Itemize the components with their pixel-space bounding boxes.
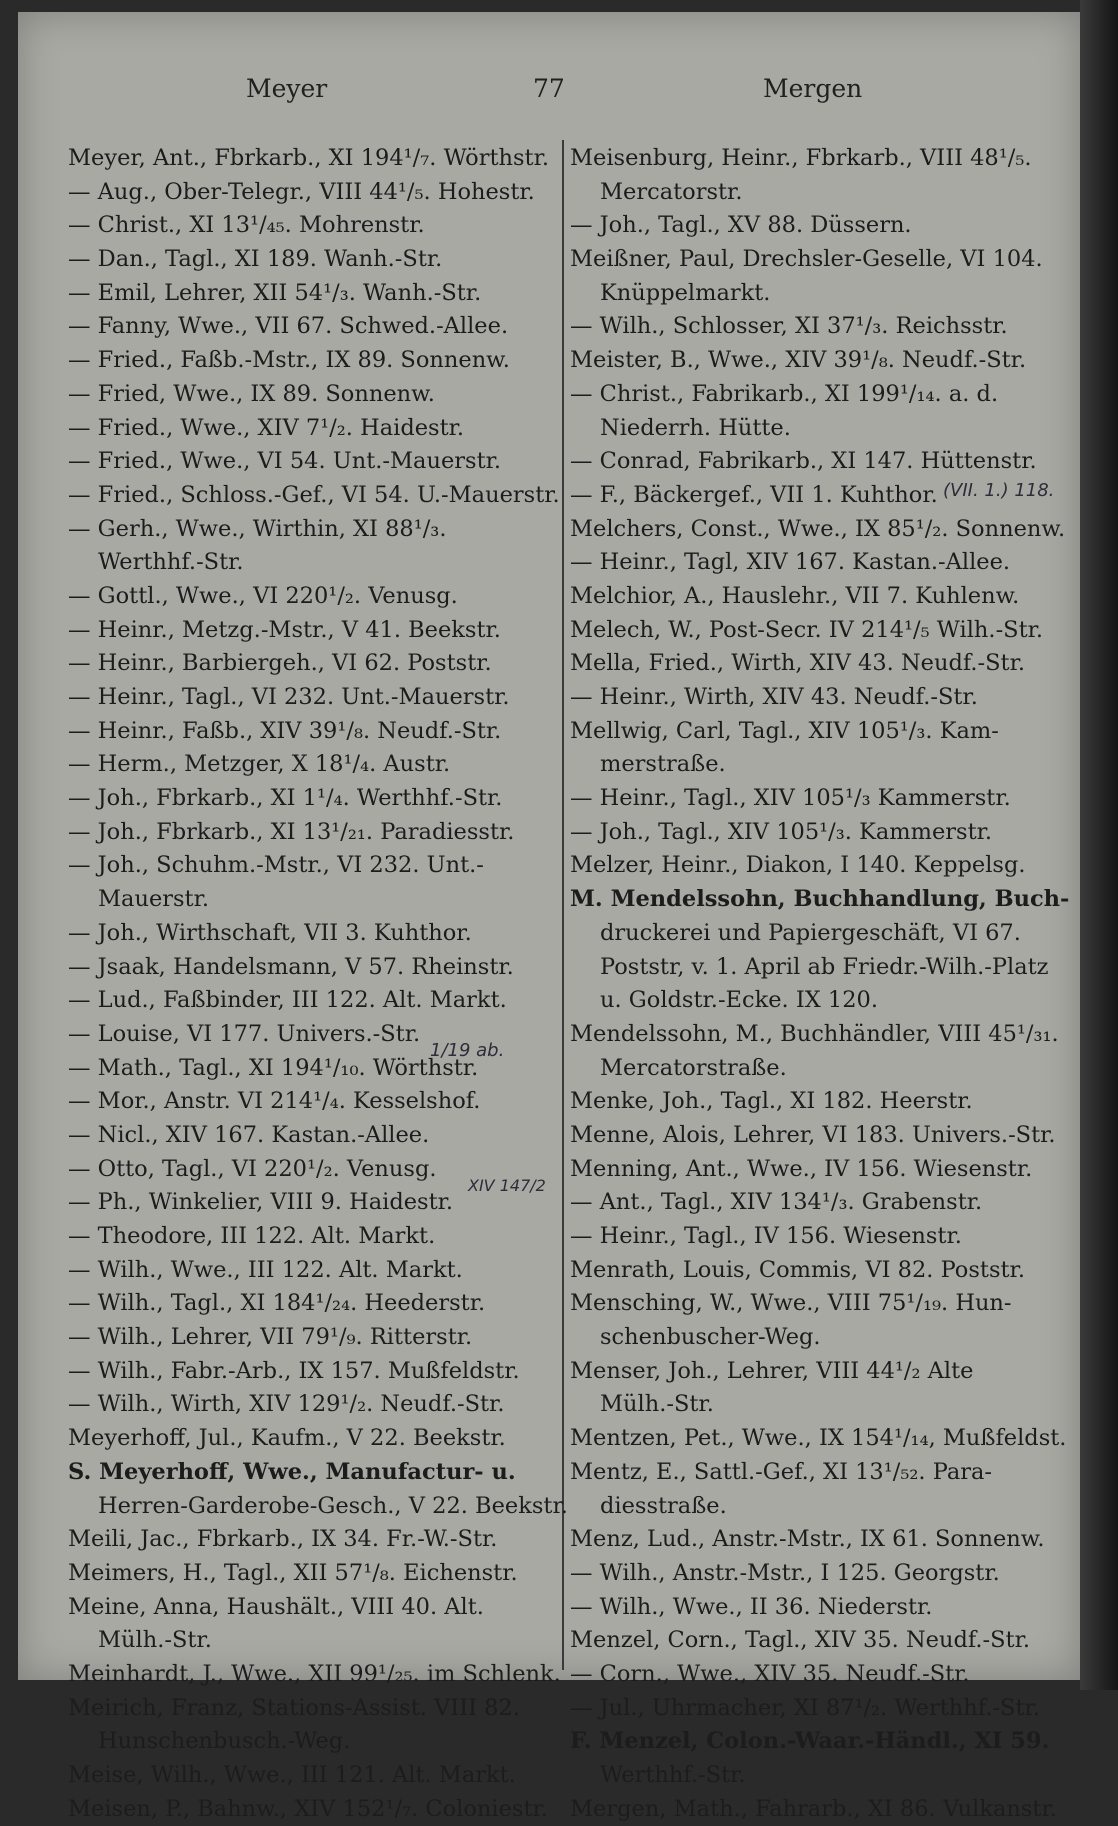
directory-entry-line: Poststr, v. 1. April ab Friedr.-Wilh.-Platz: [600, 953, 1049, 980]
directory-entry-line: — Jsaak, Handelsmann, V 57. Rheinstr.: [68, 953, 514, 980]
directory-entry-line: — Fried., Wwe., VI 54. Unt.-Mauerstr.: [68, 448, 502, 475]
directory-entry-line: — Louise, VI 177. Univers.-Str.: [68, 1020, 421, 1047]
directory-entry-line: Melzer, Heinr., Diakon, I 140. Keppelsg.: [570, 852, 1026, 879]
directory-entry-line: Meisenburg, Heinr., Fbrkarb., VIII 48¹/₅.: [570, 145, 1032, 171]
directory-entry-line: — Dan., Tagl., XI 189. Wanh.-Str.: [68, 246, 443, 273]
header-left-keyword: Meyer: [246, 74, 328, 103]
directory-entry-line: — Gottl., Wwe., VI 220¹/₂. Venusg.: [68, 582, 458, 609]
directory-entry-line: Mercatorstr.: [600, 178, 743, 205]
directory-entry-line: — Lud., Faßbinder, III 122. Alt. Markt.: [68, 987, 507, 1014]
directory-entry-line: — Wilh., Wwe., II 36. Niederstr.: [570, 1593, 933, 1620]
directory-entry-line: Melech, W., Post-Secr. IV 214¹/₅ Wilh.-Str.: [570, 616, 1044, 643]
directory-entry-line: Niederrh. Hütte.: [600, 414, 791, 441]
directory-entry-line: Mellwig, Carl, Tagl., XIV 105¹/₃. Kam-: [570, 717, 999, 744]
directory-entry-line: — Wilh., Wirth, XIV 129¹/₂. Neudf.-Str.: [68, 1391, 505, 1418]
directory-entry-line: Mauerstr.: [98, 886, 210, 913]
directory-entry-line: — Wilh., Wwe., III 122. Alt. Markt.: [68, 1256, 463, 1283]
directory-entry-line: — Wilh., Tagl., XI 184¹/₂₄. Heederstr.: [68, 1290, 486, 1317]
directory-entry-line: — Corn., Wwe., XIV 35. Neudf.-Str.: [570, 1660, 970, 1687]
directory-entry-line: Meise, Wilh., Wwe., III 121. Alt. Markt.: [68, 1762, 516, 1788]
directory-entry-line: Meirich, Franz, Stations-Assist. VIII 82.: [68, 1694, 520, 1721]
directory-entry-line: Mella, Fried., Wirth, XIV 43. Neudf.-Str.: [570, 650, 1026, 677]
right-column: [570, 142, 1075, 1826]
directory-entry-line: Melchior, A., Hauslehr., VII 7. Kuhlenw.: [570, 582, 1020, 609]
handwritten-note-venusg: XIV 147/2: [468, 1176, 546, 1195]
directory-entry-line: Menne, Alois, Lehrer, VI 183. Univers.-Str.: [570, 1121, 1056, 1148]
directory-entry-line: — Fried., Wwe., XIV 7¹/₂. Haidestr.: [68, 414, 465, 441]
directory-entry-line: Meine, Anna, Haushält., VIII 40. Alt.: [68, 1593, 484, 1620]
directory-entry-line: Knüppelmarkt.: [600, 279, 771, 306]
directory-entry-line: — Wilh., Anstr.-Mstr., I 125. Georgstr.: [570, 1559, 1000, 1586]
directory-entry-line: — Heinr., Metzg.-Mstr., V 41. Beekstr.: [68, 616, 501, 643]
directory-entry-line: S. Meyerhoff, Wwe., Manufactur- u.: [68, 1458, 516, 1485]
directory-entry-line: — Gerh., Wwe., Wirthin, XI 88¹/₃.: [68, 515, 447, 542]
left-column: [68, 142, 608, 1826]
directory-entry-line: — Heinr., Barbiergeh., VI 62. Poststr.: [68, 650, 492, 677]
directory-entry-line: merstraße.: [600, 751, 726, 778]
directory-entry-line: M. Mendelssohn, Buchhandlung, Buch-: [570, 886, 1070, 913]
directory-entry-line: Meisen, P., Bahnw., XIV 152¹/₇. Coloniestr.: [68, 1795, 548, 1822]
directory-entry-line: — Math., Tagl., XI 194¹/₁₀. Wörthstr.: [68, 1054, 479, 1081]
directory-entry-line: — Joh., Fbrkarb., XI 13¹/₂₁. Paradiesstr.: [68, 818, 515, 845]
directory-entry-line: — Joh., Tagl., XV 88. Düssern.: [570, 212, 912, 239]
directory-entry-line: druckerei und Papiergeschäft, VI 67.: [600, 919, 1021, 946]
directory-entry-line: Meißner, Paul, Drechsler-Geselle, VI 104.: [570, 246, 1043, 273]
directory-entry-line: — Christ., XI 13¹/₄₅. Mohrenstr.: [68, 212, 425, 239]
directory-entry-line: Werthhf.-Str.: [600, 1762, 746, 1788]
directory-entry-line: — Wilh., Lehrer, VII 79¹/₉. Ritterstr.: [68, 1324, 473, 1351]
directory-entry-line: Werthhf.-Str.: [98, 549, 244, 576]
directory-entry-line: Mülh.-Str.: [98, 1627, 212, 1654]
directory-entry-line: — Wilh., Schlosser, XI 37¹/₃. Reichsstr.: [570, 313, 1008, 340]
directory-entry-line: — Wilh., Fabr.-Arb., IX 157. Mußfeldstr.: [68, 1357, 520, 1384]
directory-entry-line: Menrath, Louis, Commis, VI 82. Poststr.: [570, 1256, 1025, 1283]
directory-entry-line: Mülh.-Str.: [600, 1391, 714, 1418]
directory-entry-line: — Fried., Faßb.-Mstr., IX 89. Sonnenw.: [68, 347, 510, 374]
directory-entry-line: F. Menzel, Colon.-Waar.-Händl., XI 59.: [570, 1728, 1050, 1755]
directory-entry-line: Meyer, Ant., Fbrkarb., XI 194¹/₇. Wörthstr.: [68, 145, 550, 171]
book-edge: [1080, 0, 1118, 1690]
directory-entry-line: Meyerhoff, Jul., Kaufm., V 22. Beekstr.: [68, 1425, 506, 1452]
directory-entry-line: u. Goldstr.-Ecke. IX 120.: [600, 987, 878, 1014]
directory-entry-line: — Joh., Fbrkarb., XI 1¹/₄. Werthhf.-Str.: [68, 785, 503, 812]
directory-entry-line: — Theodore, III 122. Alt. Markt.: [68, 1223, 436, 1249]
directory-entry-line: Menser, Joh., Lehrer, VIII 44¹/₂ Alte: [570, 1357, 974, 1384]
directory-entry-line: — Heinr., Wirth, XIV 43. Neudf.-Str.: [570, 684, 978, 710]
directory-entry-line: — Joh., Tagl., XIV 105¹/₃. Kammerstr.: [570, 818, 993, 845]
directory-entry-line: Mentz, E., Sattl.-Gef., XI 13¹/₅₂. Para-: [570, 1458, 993, 1485]
directory-entry-line: Meili, Jac., Fbrkarb., IX 34. Fr.-W.-Str.: [68, 1526, 498, 1553]
directory-entry-line: — Heinr., Tagl., IV 156. Wiesenstr.: [570, 1223, 962, 1249]
directory-entry-line: Mercatorstraße.: [600, 1054, 787, 1081]
directory-entry-line: diesstraße.: [600, 1492, 727, 1519]
directory-entry-line: Menz, Lud., Anstr.-Mstr., IX 61. Sonnenw.: [570, 1526, 1045, 1553]
directory-entry-line: — Conrad, Fabrikarb., XI 147. Hüttenstr.: [570, 448, 1037, 475]
directory-entry-line: Mentzen, Pet., Wwe., IX 154¹/₁₄, Mußfeldst.: [570, 1425, 1067, 1452]
directory-entry-line: — Emil, Lehrer, XII 54¹/₃. Wanh.-Str.: [68, 279, 482, 306]
directory-entry-line: Menke, Joh., Tagl., XI 182. Heerstr.: [570, 1088, 973, 1115]
directory-entry-line: — Heinr., Faßb., XIV 39¹/₈. Neudf.-Str.: [68, 717, 502, 744]
directory-entry-line: — Aug., Ober-Telegr., VIII 44¹/₅. Hohestr.: [68, 178, 535, 205]
directory-entry-line: schenbuscher-Weg.: [600, 1324, 821, 1351]
directory-entry-line: — Otto, Tagl., VI 220¹/₂. Venusg.: [68, 1155, 437, 1182]
directory-entry-line: — Heinr., Tagl, XIV 167. Kastan.-Allee.: [570, 549, 1011, 576]
directory-entry-line: Hunschenbusch.-Weg.: [98, 1728, 351, 1755]
directory-entry-line: Meister, B., Wwe., XIV 39¹/₈. Neudf.-Str.: [570, 347, 1027, 374]
header-right-keyword: Mergen: [763, 74, 863, 103]
directory-entry-line: Menning, Ant., Wwe., IV 156. Wiesenstr.: [570, 1155, 1033, 1182]
directory-entry-line: Herren-Garderobe-Gesch., V 22. Beekstr.: [98, 1492, 568, 1519]
directory-page: [18, 12, 1080, 1822]
directory-entry-line: — Christ., Fabrikarb., XI 199¹/₁₄. a. d.: [570, 380, 999, 407]
directory-entry-line: Meinhardt, J., Wwe., XII 99¹/₂₅. im Schlenk.: [68, 1660, 561, 1687]
handwritten-note-univers: 1/19 ab.: [430, 1040, 505, 1061]
directory-entry-line: — Ant., Tagl., XIV 134¹/₃. Grabenstr.: [570, 1189, 983, 1216]
directory-entry-line: — F., Bäckergef., VII 1. Kuhthor.: [570, 481, 938, 508]
directory-entry-line: Meimers, H., Tagl., XII 57¹/₈. Eichenstr.: [68, 1559, 518, 1586]
directory-entry-line: — Nicl., XIV 167. Kastan.-Allee.: [68, 1121, 430, 1148]
handwritten-note-kuhthor: (VII. 1.) 118.: [943, 480, 1055, 501]
directory-entry-line: — Ph., Winkelier, VIII 9. Haidestr.: [68, 1189, 454, 1216]
directory-entry-line: — Heinr., Tagl., XIV 105¹/₃ Kammerstr.: [570, 785, 1011, 812]
page-number: 77: [533, 74, 565, 103]
directory-entry-line: — Heinr., Tagl., VI 232. Unt.-Mauerstr.: [68, 684, 510, 710]
directory-entry-line: — Fried., Schloss.-Gef., VI 54. U.-Mauerstr.: [68, 481, 560, 508]
directory-entry-line: Menzel, Corn., Tagl., XIV 35. Neudf.-Str.: [570, 1627, 1031, 1654]
directory-entry-line: Mendelssohn, M., Buchhändler, VIII 45¹/₃₁.: [570, 1020, 1059, 1047]
directory-entry-line: — Fanny, Wwe., VII 67. Schwed.-Allee.: [68, 313, 509, 340]
directory-entry-line: — Jul., Uhrmacher, XI 87¹/₂. Werthhf.-Str.: [570, 1694, 1040, 1721]
directory-entry-line: Mergen, Math., Fahrarb., XI 86. Vulkanstr.: [570, 1795, 1057, 1822]
directory-entry-line: Mensching, W., Wwe., VIII 75¹/₁₉. Hun-: [570, 1290, 1012, 1317]
directory-entry-line: — Herm., Metzger, X 18¹/₄. Austr.: [68, 751, 451, 778]
directory-entry-line: — Mor., Anstr. VI 214¹/₄. Kesselshof.: [68, 1088, 481, 1115]
directory-entry-line: Melchers, Const., Wwe., IX 85¹/₂. Sonnenw.: [570, 515, 1066, 542]
directory-entry-line: — Joh., Schuhm.-Mstr., VI 232. Unt.-: [68, 852, 484, 879]
directory-entry-line: — Joh., Wirthschaft, VII 3. Kuhthor.: [68, 919, 472, 946]
directory-entry-line: — Fried, Wwe., IX 89. Sonnenw.: [68, 380, 435, 407]
